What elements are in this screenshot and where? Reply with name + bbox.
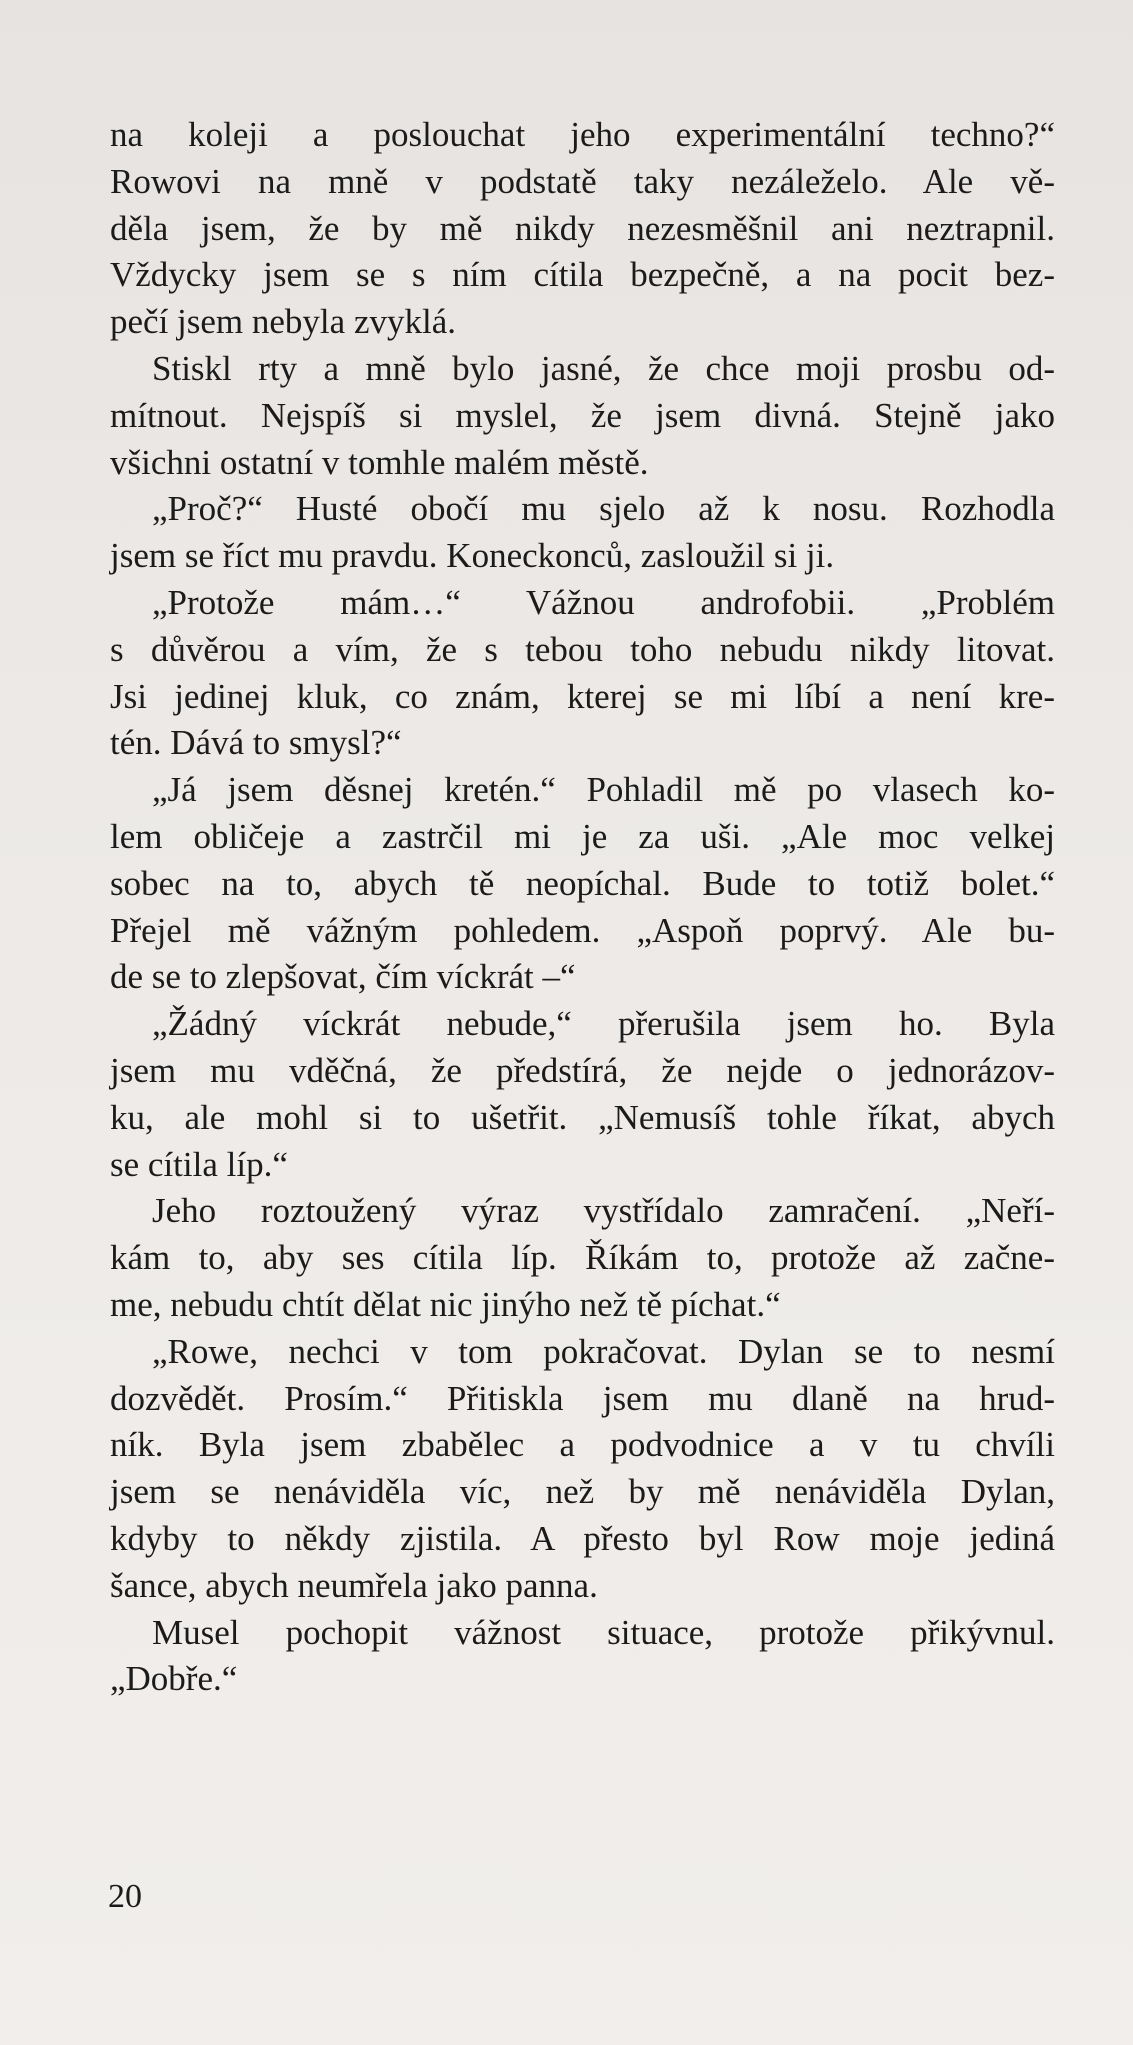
text-line: „Dobře.“ [110,1659,238,1699]
text-line: Jeho roztoužený výraz vystřídalo zamračení. „Neří- [152,1191,1055,1231]
text-line: se cítila líp.“ [110,1144,288,1184]
text-line: ku, ale mohl si to ušetřit. „Nemusíš tohle říkat, abych [110,1097,1055,1137]
text-line: kdyby to někdy zjistila. A přesto byl Row moje jediná [110,1518,1055,1558]
text-line: lem obličeje a zastrčil mi je za uši. „Ale moc velkej [110,816,1055,856]
text-line: dozvědět. Prosím.“ Přitiskla jsem mu dlaně na hrud- [110,1378,1055,1418]
text-line: ník. Byla jsem zbabělec a podvodnice a v tu chvíli [110,1425,1055,1465]
text-line: Vždycky jsem se s ním cítila bezpečně, a na pocit bez- [110,255,1055,295]
text-line: Stiskl rty a mně bylo jasné, že chce moji prosbu od- [152,348,1055,388]
text-line: s důvěrou a vím, že s tebou toho nebudu nikdy litovat. [110,629,1055,669]
text-line: všichni ostatní v tomhle malém městě. [110,442,649,482]
text-line: jsem mu vděčná, že předstírá, že nejde o jednorázov- [110,1050,1055,1090]
text-line: na koleji a poslouchat jeho experimentální techno?“ [110,115,1055,154]
text-line: kám to, aby ses cítila líp. Říkám to, protože až začne- [110,1238,1055,1278]
text-line: „Já jsem děsnej kretén.“ Pohladil mě po vlasech ko- [152,770,1055,810]
text-line: šance, abych neumřela jako panna. [110,1565,598,1605]
text-line: Musel pochopit vážnost situace, protože přikývnul. [152,1612,1055,1652]
text-line: jsem se říct mu pravdu. Koneckonců, zasloužil si ji. [110,536,835,576]
text-line: „Protože mám…“ Vážnou androfobii. „Problém [152,582,1055,622]
text-line: „Proč?“ Husté obočí mu sjelo až k nosu. Rozhodla [152,489,1055,529]
text-line: jsem se nenáviděla víc, než by mě nenáviděla Dylan, [110,1472,1055,1512]
text-line: me, nebudu chtít dělat nic jinýho než tě píchat.“ [110,1284,781,1324]
text-line: de se to zlepšovat, čím víckrát –“ [110,957,576,997]
text-line: „Rowe, nechci v tom pokračovat. Dylan se to nesmí [152,1331,1055,1371]
text-line: děla jsem, že by mě nikdy nezesměšnil ani neztrapnil. [110,208,1055,248]
text-line: Rowovi na mně v podstatě taky nezáleželo. Ale vě- [110,161,1055,201]
text-line: „Žádný víckrát nebude,“ přerušila jsem ho. Byla [152,1004,1055,1044]
text-line: sobec na to, abych tě neopíchal. Bude to totiž bolet.“ [110,863,1055,903]
text-line: Přejel mě vážným pohledem. „Aspoň poprvý. Ale bu- [110,910,1055,950]
body-text [110,112,1055,1703]
text-line: tén. Dává to smysl?“ [110,723,402,763]
page-number: 20 [108,1878,142,1915]
text-line: pečí jsem nebyla zvyklá. [110,302,456,342]
text-line: mítnout. Nejspíš si myslel, že jsem divná. Stejně jako [110,395,1055,435]
text-line: Jsi jedinej kluk, co znám, kterej se mi líbí a není kre- [110,676,1055,716]
